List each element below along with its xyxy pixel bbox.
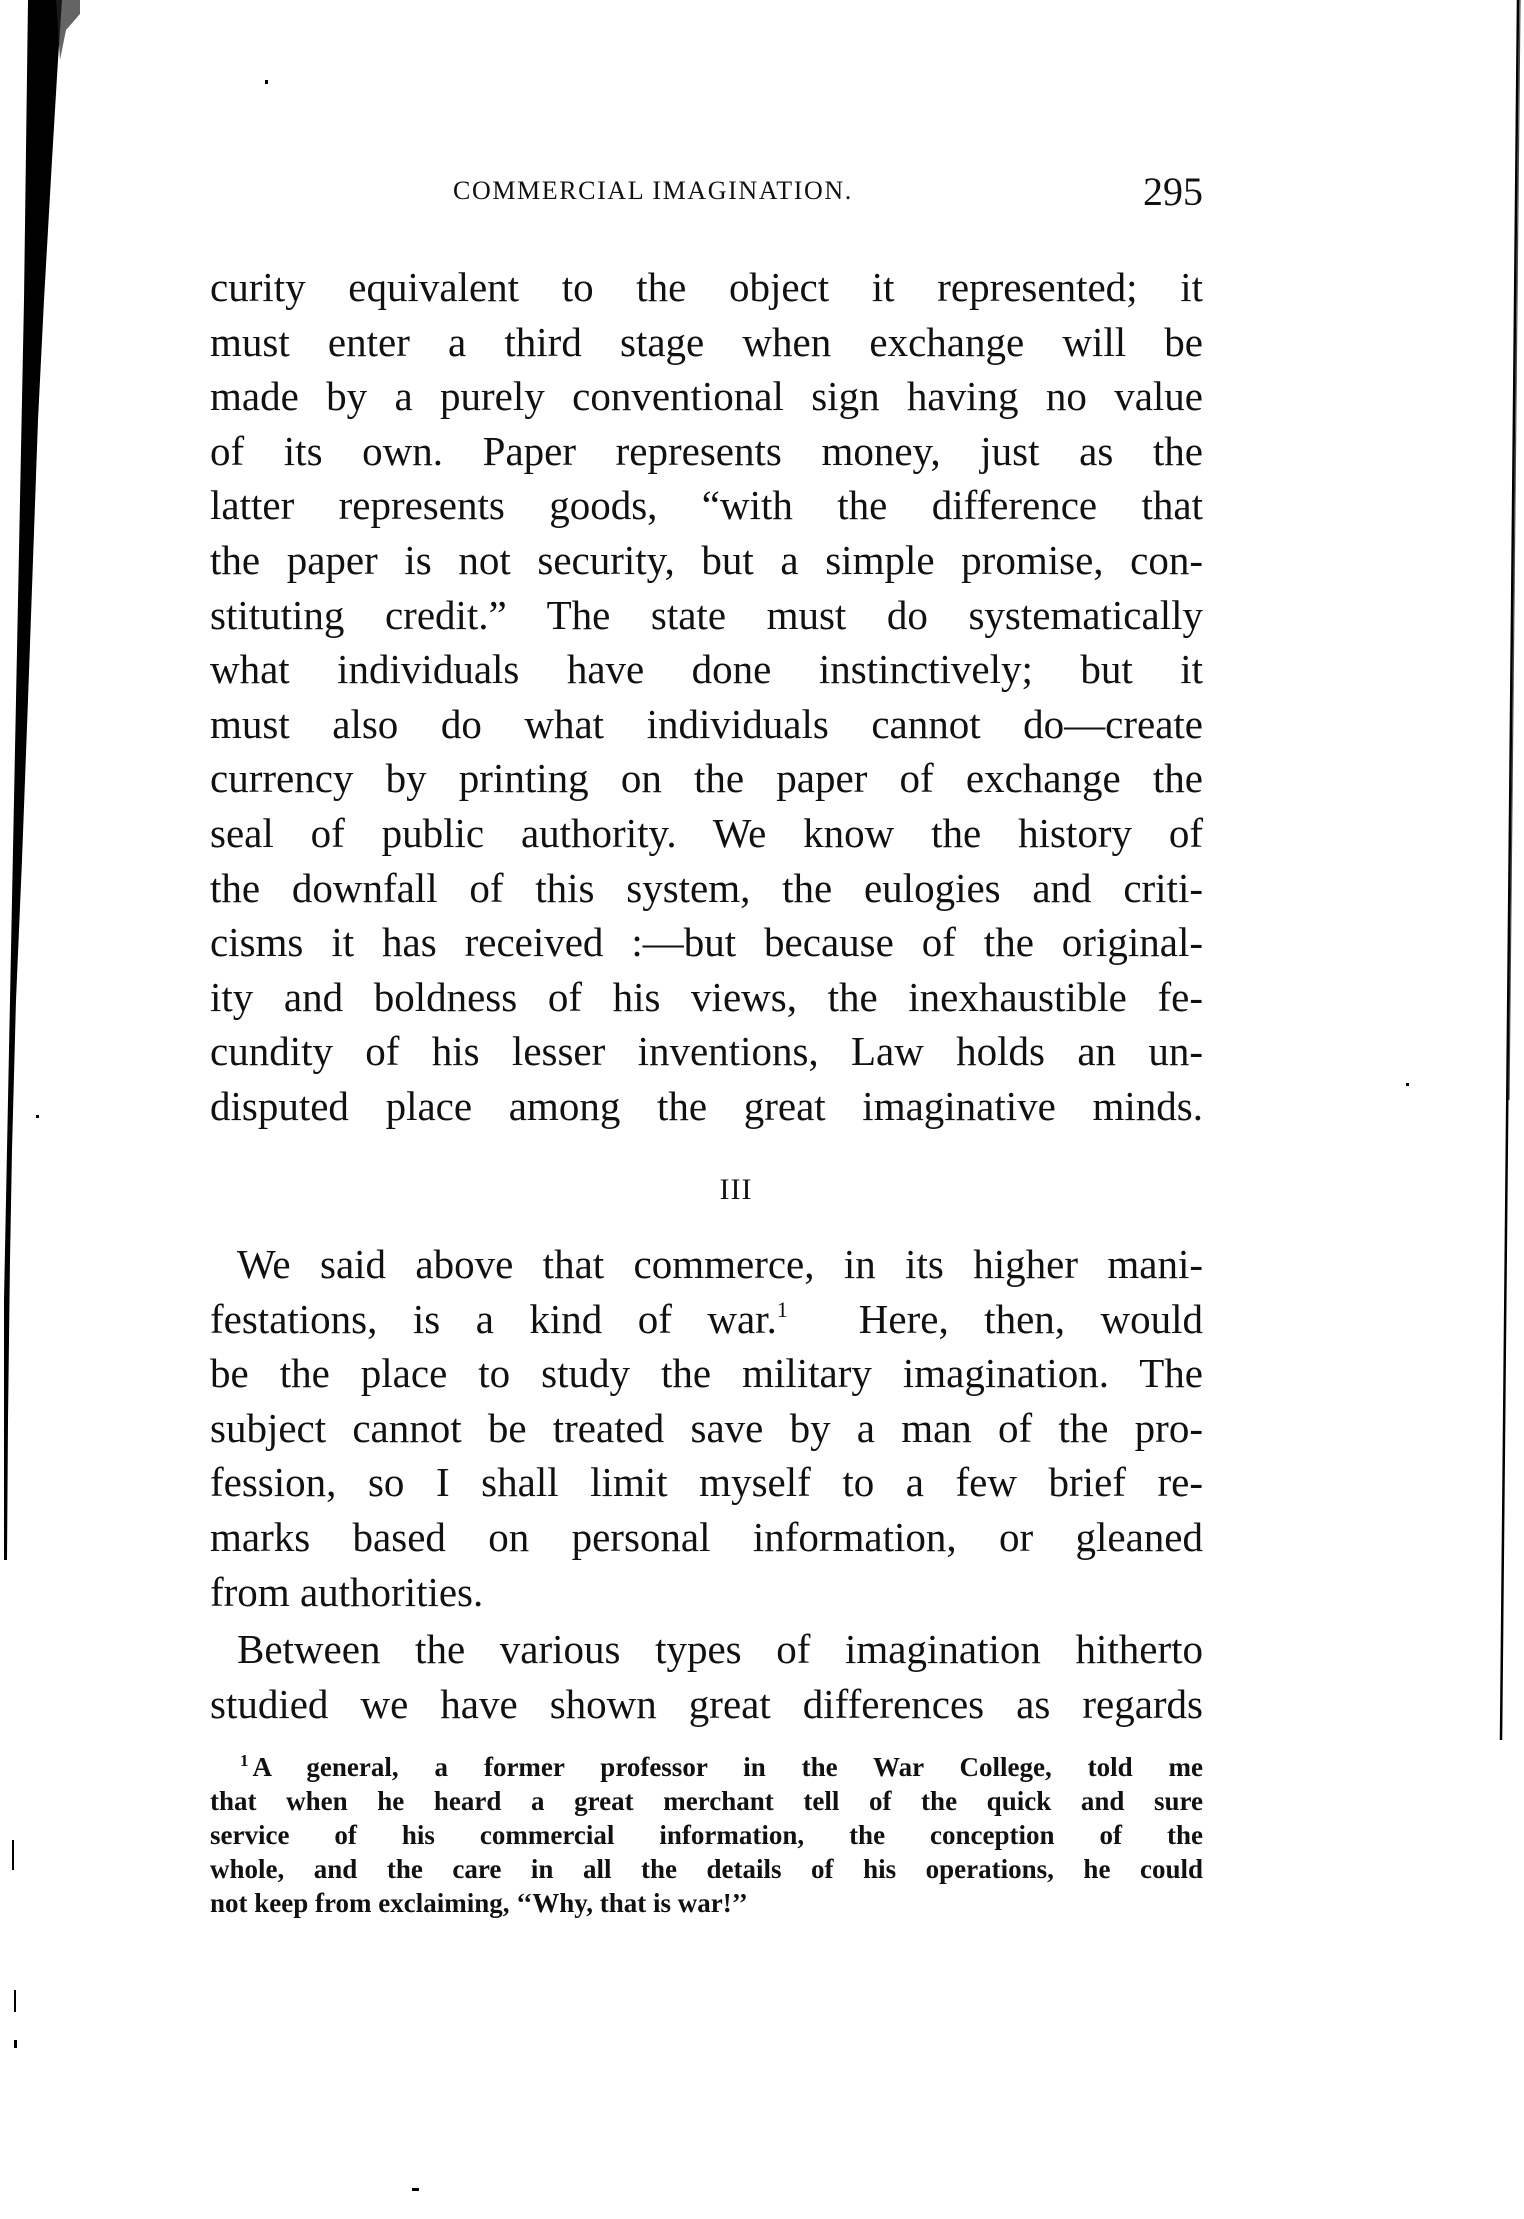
scan-speck <box>1406 1083 1409 1086</box>
text-line: cundity of his lesser inventions, Law holds an un- <box>210 1028 1203 1075</box>
footnote-line: that when he heard a great merchant tell of the quick and sure <box>210 1786 1203 1816</box>
text-line: ity and boldness of his views, the inexhaustible fe- <box>210 973 1203 1020</box>
text-line: studied we have shown great differences as regards <box>210 1680 1203 1727</box>
footnote-line: service of his commercial information, the conception of the <box>210 1820 1203 1850</box>
scan-speck <box>412 2188 419 2191</box>
text-line: must enter a third stage when exchange will be <box>210 318 1203 365</box>
text-line: fession, so I shall limit myself to a few brief re- <box>210 1459 1203 1506</box>
footnote-marker: 1 <box>240 1751 249 1770</box>
scan-speck <box>36 1115 39 1118</box>
text-line: curity equivalent to the object it represented; it <box>210 264 1203 310</box>
page-number: 295 <box>1143 169 1203 214</box>
section-heading <box>0 1172 1524 1208</box>
section-numeral: III <box>719 1173 753 1206</box>
text-line: must also do what individuals cannot do—create <box>210 700 1203 747</box>
text-line: what individuals have done instinctively; but it <box>210 646 1203 693</box>
text-line: from authorities. <box>210 1568 484 1615</box>
page-edge-line <box>1495 0 1524 1760</box>
text-fragment: Here, then, would <box>787 1295 1203 1342</box>
text-line: the downfall of this system, the eulogies and criti- <box>210 864 1203 911</box>
scan-speck <box>14 2040 17 2048</box>
text-line: seal of public authority. We know the history of <box>210 809 1203 856</box>
text-line: marks based on personal information, or gleaned <box>210 1513 1203 1560</box>
binding-shadow <box>0 0 80 1600</box>
scan-speck <box>12 1840 14 1870</box>
text-line <box>210 1292 1203 1347</box>
text-line: cisms it has received :—but because of the original- <box>210 919 1203 966</box>
scan-speck <box>14 1990 16 2012</box>
text-line: disputed place among the great imaginative minds. <box>210 1082 1203 1129</box>
text-line: of its own. Paper represents money, just as the <box>210 427 1203 474</box>
footnote-line: whole, and the care in all the details of his operations, he could <box>210 1854 1203 1884</box>
text-line: made by a purely conventional sign having no value <box>210 373 1203 420</box>
text-line: stituting credit.” The state must do systematically <box>210 591 1203 638</box>
text-line: be the place to study the military imagination. The <box>210 1350 1203 1397</box>
paragraph-military-imagination <box>210 1237 1203 1619</box>
running-head: COMMERCIAL IMAGINATION. <box>453 176 853 205</box>
footnote-line: not keep from exclaiming, ‘‘Why, that is war!’’ <box>210 1888 748 1918</box>
text-line: We said above that commerce, in its higher mani- <box>237 1241 1203 1287</box>
footnote <box>210 1750 1203 1920</box>
paragraph-continued <box>210 260 1203 1134</box>
text-fragment: festations, is a kind of war. <box>210 1295 777 1342</box>
text-line: Between the various types of imagination hitherto <box>237 1626 1203 1672</box>
text-line: currency by printing on the paper of exchange the <box>210 755 1203 802</box>
footnote-text: A general, a former professor in the War College, told me <box>252 1752 1203 1782</box>
text-line: latter represents goods, “with the difference that <box>210 482 1203 529</box>
scan-speck <box>265 80 268 84</box>
footnote-line <box>210 1750 1203 1784</box>
footnote-reference[interactable]: 1 <box>776 1296 788 1322</box>
text-line: subject cannot be treated save by a man of the pro- <box>210 1404 1203 1451</box>
text-line: the paper is not security, but a simple promise, con- <box>210 536 1203 583</box>
paragraph-types-of-imagination <box>210 1622 1203 1731</box>
